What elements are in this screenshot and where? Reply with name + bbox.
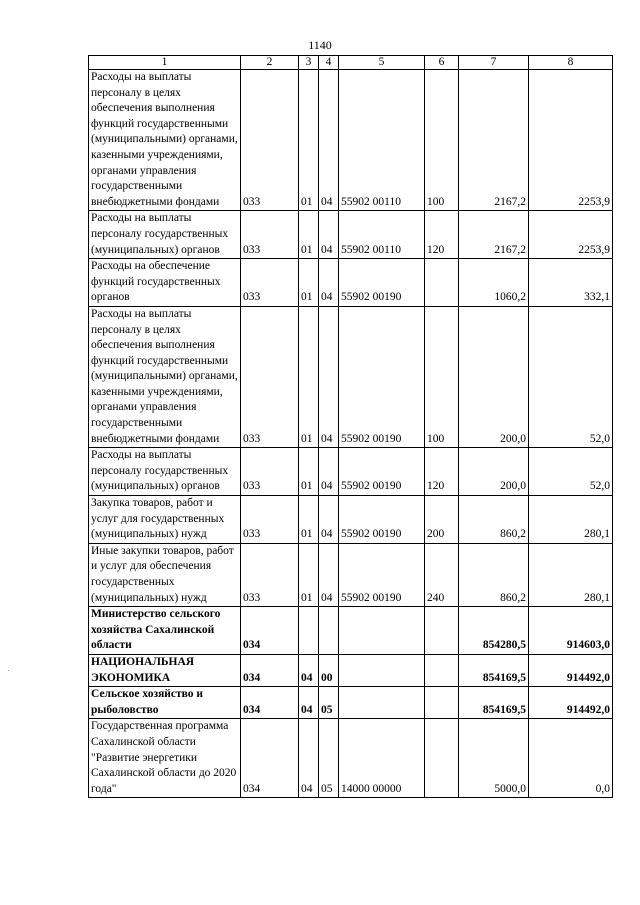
amount-year2-cell: 332,1 bbox=[529, 259, 613, 307]
amount-year2-cell: 52,0 bbox=[529, 306, 613, 447]
scan-mark bbox=[8, 670, 9, 671]
target-article-cell: 55902 00110 bbox=[339, 211, 425, 259]
ministry-code-cell: 033 bbox=[241, 496, 299, 544]
amount-year1-cell: 860,2 bbox=[459, 543, 529, 606]
ministry-code-cell: 033 bbox=[241, 306, 299, 447]
section-cell bbox=[299, 607, 319, 655]
expense-type-cell bbox=[425, 259, 459, 307]
section-cell: 01 bbox=[299, 496, 319, 544]
ministry-code-cell: 033 bbox=[241, 543, 299, 606]
section-cell: 01 bbox=[299, 543, 319, 606]
table-row bbox=[89, 259, 613, 307]
ministry-code-cell: 033 bbox=[241, 259, 299, 307]
budget-table bbox=[88, 55, 613, 798]
target-article-cell bbox=[339, 607, 425, 655]
row-name-cell: Расходы на выплаты персоналу в целях обеспечения выполнения функций государственными (муниципальными) органами, казенными учреждениями, органами управления государственными внебюджетными фондами bbox=[89, 306, 241, 447]
subsection-cell: 04 bbox=[319, 211, 339, 259]
column-header: 2 bbox=[241, 56, 299, 70]
amount-year2-cell: 280,1 bbox=[529, 543, 613, 606]
row-name-cell: НАЦИОНАЛЬНАЯ ЭКОНОМИКА bbox=[89, 654, 241, 686]
row-name-cell: Иные закупки товаров, работ и услуг для обеспечения государственных (муниципальных) нужд bbox=[89, 543, 241, 606]
section-cell: 01 bbox=[299, 70, 319, 211]
column-header: 6 bbox=[425, 56, 459, 70]
table-row bbox=[89, 687, 613, 719]
section-cell: 04 bbox=[299, 654, 319, 686]
ministry-code-cell: 034 bbox=[241, 607, 299, 655]
column-header: 8 bbox=[529, 56, 613, 70]
amount-year1-cell: 2167,2 bbox=[459, 211, 529, 259]
subsection-cell: 05 bbox=[319, 719, 339, 798]
amount-year1-cell: 2167,2 bbox=[459, 70, 529, 211]
ministry-code-cell: 033 bbox=[241, 448, 299, 496]
row-name-cell: Расходы на выплаты персоналу государственных (муниципальных) органов bbox=[89, 211, 241, 259]
amount-year2-cell: 2253,9 bbox=[529, 70, 613, 211]
subsection-cell: 04 bbox=[319, 543, 339, 606]
section-cell: 01 bbox=[299, 259, 319, 307]
subsection-cell: 04 bbox=[319, 448, 339, 496]
ministry-code-cell: 034 bbox=[241, 719, 299, 798]
target-article-cell: 14000 00000 bbox=[339, 719, 425, 798]
amount-year2-cell: 52,0 bbox=[529, 448, 613, 496]
ministry-code-cell: 034 bbox=[241, 654, 299, 686]
target-article-cell: 55902 00190 bbox=[339, 448, 425, 496]
expense-type-cell bbox=[425, 687, 459, 719]
row-name-cell: Сельское хозяйство и рыболовство bbox=[89, 687, 241, 719]
table-row bbox=[89, 211, 613, 259]
target-article-cell: 55902 00190 bbox=[339, 543, 425, 606]
row-name-cell: Государственная программа Сахалинской области "Развитие энергетики Сахалинской области до 2020 года" bbox=[89, 719, 241, 798]
amount-year1-cell: 1060,2 bbox=[459, 259, 529, 307]
column-header: 7 bbox=[459, 56, 529, 70]
amount-year1-cell: 854280,5 bbox=[459, 607, 529, 655]
expense-type-cell: 240 bbox=[425, 543, 459, 606]
column-header: 1 bbox=[89, 56, 241, 70]
ministry-code-cell: 033 bbox=[241, 211, 299, 259]
subsection-cell: 04 bbox=[319, 259, 339, 307]
expense-type-cell: 100 bbox=[425, 70, 459, 211]
target-article-cell: 55902 00190 bbox=[339, 306, 425, 447]
header-row bbox=[89, 56, 613, 70]
expense-type-cell: 120 bbox=[425, 211, 459, 259]
amount-year1-cell: 854169,5 bbox=[459, 687, 529, 719]
column-header: 3 bbox=[299, 56, 319, 70]
column-header: 4 bbox=[319, 56, 339, 70]
row-name-cell: Расходы на обеспечение функций государственных органов bbox=[89, 259, 241, 307]
expense-type-cell bbox=[425, 607, 459, 655]
amount-year2-cell: 2253,9 bbox=[529, 211, 613, 259]
table-row bbox=[89, 543, 613, 606]
target-article-cell: 55902 00190 bbox=[339, 259, 425, 307]
table-row bbox=[89, 448, 613, 496]
expense-type-cell bbox=[425, 719, 459, 798]
row-name-cell: Расходы на выплаты персоналу государственных (муниципальных) органов bbox=[89, 448, 241, 496]
amount-year2-cell: 0,0 bbox=[529, 719, 613, 798]
section-cell: 01 bbox=[299, 448, 319, 496]
table-row bbox=[89, 654, 613, 686]
amount-year2-cell: 914492,0 bbox=[529, 687, 613, 719]
target-article-cell bbox=[339, 687, 425, 719]
row-name-cell: Министерство сельского хозяйства Сахалинской области bbox=[89, 607, 241, 655]
subsection-cell: 05 bbox=[319, 687, 339, 719]
subsection-cell: 04 bbox=[319, 496, 339, 544]
table-row bbox=[89, 719, 613, 798]
amount-year1-cell: 200,0 bbox=[459, 306, 529, 447]
subsection-cell: 04 bbox=[319, 306, 339, 447]
row-name-cell: Закупка товаров, работ и услуг для государственных (муниципальных) нужд bbox=[89, 496, 241, 544]
target-article-cell: 55902 00110 bbox=[339, 70, 425, 211]
amount-year1-cell: 200,0 bbox=[459, 448, 529, 496]
amount-year1-cell: 860,2 bbox=[459, 496, 529, 544]
section-cell: 04 bbox=[299, 719, 319, 798]
target-article-cell: 55902 00190 bbox=[339, 496, 425, 544]
amount-year1-cell: 854169,5 bbox=[459, 654, 529, 686]
amount-year2-cell: 280,1 bbox=[529, 496, 613, 544]
ministry-code-cell: 034 bbox=[241, 687, 299, 719]
row-name-cell: Расходы на выплаты персоналу в целях обеспечения выполнения функций государственными (муниципальными) органами, казенными учреждениями, органами управления государственными внебюджетными фондами bbox=[89, 70, 241, 211]
amount-year2-cell: 914492,0 bbox=[529, 654, 613, 686]
table-row bbox=[89, 496, 613, 544]
amount-year1-cell: 5000,0 bbox=[459, 719, 529, 798]
table-row bbox=[89, 70, 613, 211]
expense-type-cell: 200 bbox=[425, 496, 459, 544]
section-cell: 01 bbox=[299, 211, 319, 259]
subsection-cell: 00 bbox=[319, 654, 339, 686]
expense-type-cell: 120 bbox=[425, 448, 459, 496]
table-row bbox=[89, 306, 613, 447]
subsection-cell bbox=[319, 607, 339, 655]
amount-year2-cell: 914603,0 bbox=[529, 607, 613, 655]
expense-type-cell bbox=[425, 654, 459, 686]
subsection-cell: 04 bbox=[319, 70, 339, 211]
column-header: 5 bbox=[339, 56, 425, 70]
target-article-cell bbox=[339, 654, 425, 686]
section-cell: 01 bbox=[299, 306, 319, 447]
ministry-code-cell: 033 bbox=[241, 70, 299, 211]
expense-type-cell: 100 bbox=[425, 306, 459, 447]
section-cell: 04 bbox=[299, 687, 319, 719]
page-number: 1140 bbox=[308, 38, 332, 52]
table-row bbox=[89, 607, 613, 655]
